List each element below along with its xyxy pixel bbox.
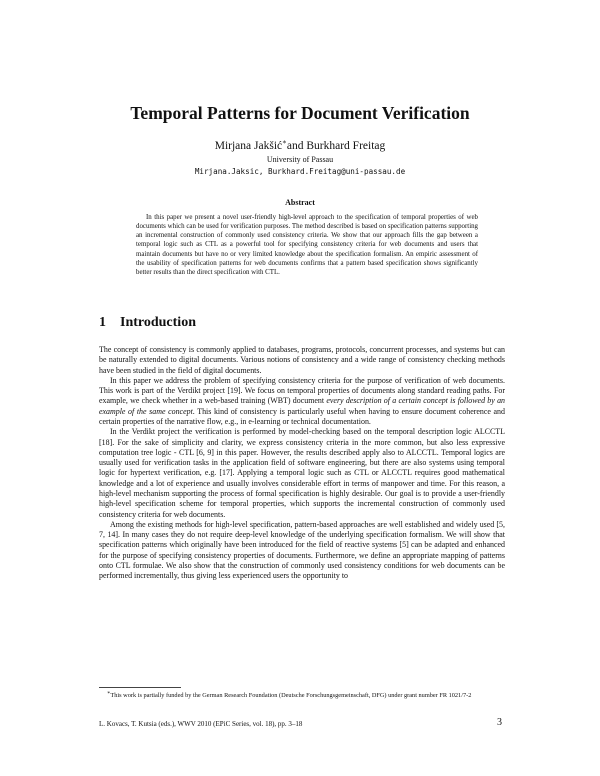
section-title: Introduction	[120, 315, 196, 330]
footnote-text: This work is partially funded by the German Research Foundation (Deutsche Forschungsgemeinschaft, DFG) under grant number FR 1021/7-2	[110, 692, 472, 700]
section-number: 1	[99, 315, 106, 330]
footer-citation: L. Kovacs, T. Kutsia (eds.), WWV 2010 (EPiC Series, vol. 18), pp. 3–18	[99, 720, 303, 728]
author-name-coauthor: and Burkhard Freitag	[286, 139, 386, 152]
paragraph-text: In this paper we address the problem of specifying consistency criteria for the purpose of verification of web documents. This work is part of the Verdikt project [19]. We focus on temporal properties of documents along standard reading paths. For example, we check whether in a web-based training (WBT) document	[99, 375, 505, 406]
paragraph	[99, 376, 505, 427]
abstract-body	[136, 213, 478, 277]
paragraph: In the Verdikt project the verification is performed by model-checking based on the temporal description logic ALCCTL [18]. For the sake of simplicity and clarity, we express consistency criteria in the more common, but also less expressive computation tree logic - CTL [6, 9] in this paper. However, the results described apply also to ALCCTL. Temporal logics are usually used for verification tasks in the application field of software engineering, but there are also systems using temporal logic for hypertext verification, e.g. [17]. Applying a temporal logic such as CTL or ALCCTL requires good mathematical knowledge and a lot of experience and usually involves considerable effort in terms of manpower and time. For this reason, a high-level mechanism supporting the process of formal specification is highly desirable. Our goal is to provide a user-friendly high-level specification scheme for temporal properties, which supports the incremental construction of commonly used consistency criteria for web documents.	[99, 427, 505, 519]
footnote-marker: ∗	[282, 138, 287, 146]
abstract-heading: Abstract	[285, 198, 315, 207]
footnote-divider	[99, 687, 181, 688]
emphasized-text: every description of a certain concept is followed by an example of the same concept	[99, 396, 506, 416]
paper-title: Temporal Patterns for Document Verification	[130, 103, 470, 123]
affiliation: University of Passau	[266, 155, 334, 164]
author-line	[0, 138, 600, 152]
author-emails: Mirjana.Jaksic, Burkhard.Freitag@uni-passau.de	[194, 167, 406, 176]
section-body	[99, 345, 505, 581]
footnote-mark: ∗	[107, 691, 111, 696]
author-name: Mirjana Jakšić	[214, 139, 283, 152]
paragraph: The concept of consistency is commonly applied to databases, programs, protocols, concurrent processes, and systems but can be naturally extended to digital documents. Various notions of consistency and a wide range of consistency checking methods have been studied in the field of digital documents.	[99, 345, 505, 375]
page-number: 3	[497, 717, 502, 728]
section-heading	[99, 315, 196, 331]
abstract-paragraph: In this paper we present a novel user-friendly high-level approach to the specification of temporal properties of web documents which can be used for verification purposes. The method described is based on specification patterns supporting an incremental construction of commonly used consistency criteria. We show that our approach fills the gap between a temporal logic such as CTL as a powerful tool for specifying consistency criteria for web documents and users that maintain documents but have no or very limited knowledge about the specification formalism. An empiric assessment of the usability of specification patterns for web documents confirms that a pattern based specification shows significantly better results than the direct specification with CTL.	[136, 214, 478, 276]
paragraph-text: . This kind of consistency is particularly useful when having to ensure document coherence and certain properties of the narrative flow, e.g., in e-learning or technical documentation.	[99, 406, 505, 426]
footnote	[99, 690, 505, 701]
paragraph: Among the existing methods for high-level specification, pattern-based approaches are well established and widely used [5, 7, 14]. In many cases they do not require deep-level knowledge of the underlying specification formalism. We will show that specification patterns which originally have been introduced for the field of reactive systems [5] can be adapted and enhanced for the purpose of specifying consistency properties of documents. Furthermore, we define an appropriate mapping of patterns onto CTL formulae. We also show that the construction of commonly used consistency conditions for web documents can be performed incrementally, thus giving less experienced users the opportunity to	[99, 519, 505, 581]
